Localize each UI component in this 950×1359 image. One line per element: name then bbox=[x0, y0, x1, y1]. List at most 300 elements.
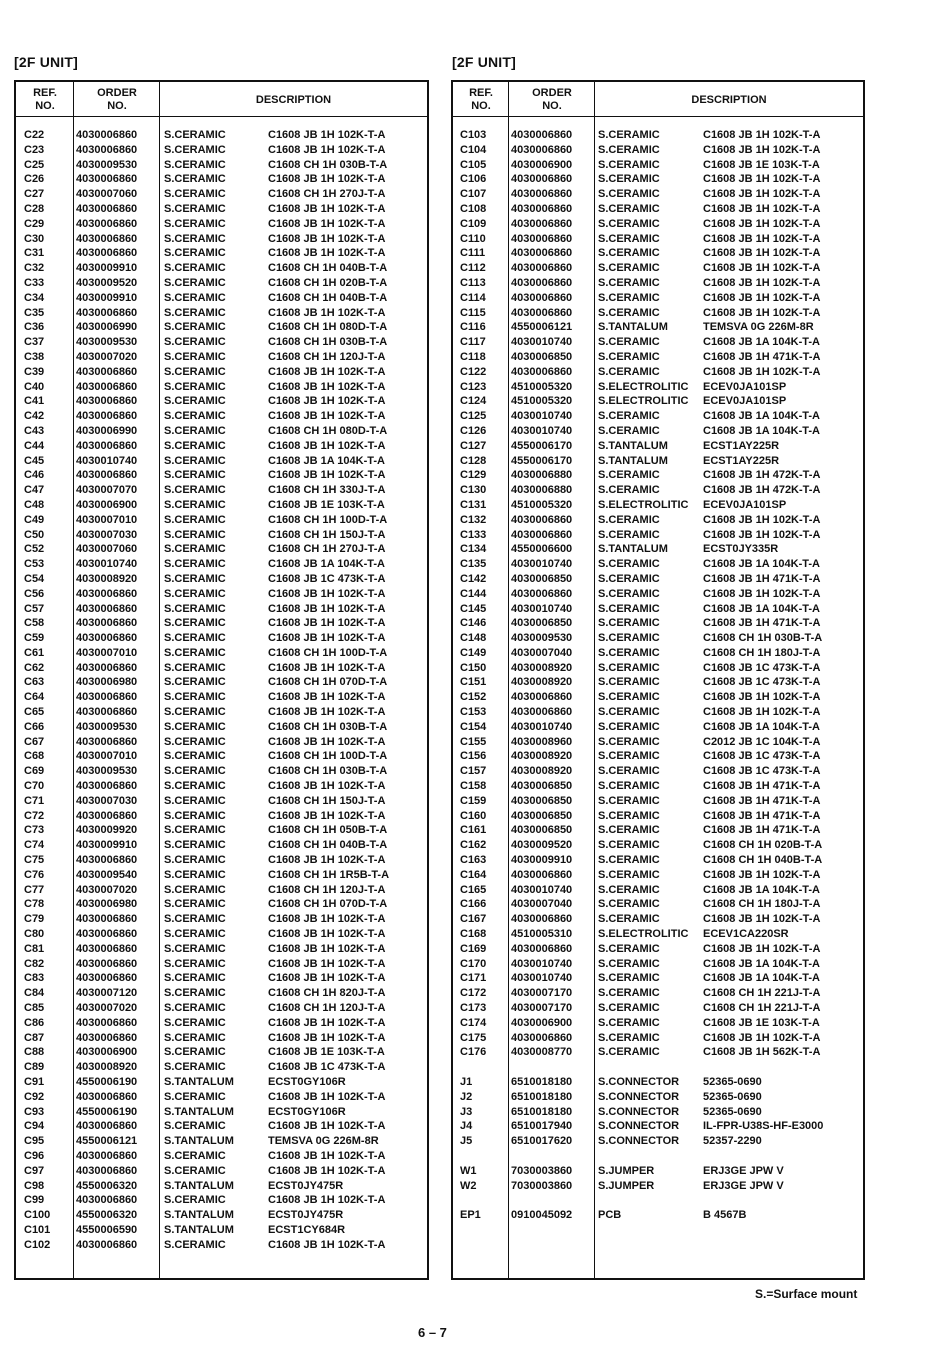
part-spec-cell: C1608 JB 1H 102K-T-A bbox=[268, 380, 386, 393]
part-spec-cell: C1608 JB 1A 104K-T-A bbox=[268, 558, 385, 571]
ref-no-cell: C86 bbox=[24, 1016, 45, 1029]
part-spec-cell: C1608 JB 1H 471K-T-A bbox=[703, 572, 821, 585]
table-row bbox=[453, 498, 863, 513]
part-type-cell: S.CERAMIC bbox=[598, 706, 660, 719]
table-row bbox=[16, 232, 427, 247]
order-no-cell: 4030007020 bbox=[76, 350, 138, 363]
order-no-cell: 4030006860 bbox=[511, 942, 573, 955]
ref-no-cell: C70 bbox=[24, 780, 45, 793]
table-row bbox=[453, 350, 863, 365]
order-no-cell: 4030006850 bbox=[511, 350, 573, 363]
part-spec-cell: C1608 JB 1H 102K-T-A bbox=[268, 439, 386, 452]
table-row bbox=[453, 1031, 863, 1046]
order-no-cell: 4030009530 bbox=[76, 158, 138, 171]
part-spec-cell: C1608 JB 1H 102K-T-A bbox=[268, 780, 386, 793]
part-type-cell: S.CERAMIC bbox=[164, 1164, 226, 1177]
left-table-rows bbox=[16, 128, 427, 1253]
ref-no-cell: C66 bbox=[24, 720, 45, 733]
part-spec-cell: C1608 CH 1H 100D-T-A bbox=[268, 513, 388, 526]
table-row bbox=[16, 883, 427, 898]
ref-no-cell: C159 bbox=[460, 794, 487, 807]
order-no-cell: 4030006860 bbox=[511, 306, 573, 319]
ref-no-cell: C92 bbox=[24, 1090, 45, 1103]
part-type-cell: S.CERAMIC bbox=[164, 602, 226, 615]
order-no-cell: 4030006900 bbox=[511, 158, 573, 171]
part-type-cell: S.CERAMIC bbox=[598, 839, 660, 852]
part-spec-cell: C1608 JB 1H 102K-T-A bbox=[268, 365, 386, 378]
order-no-cell: 4030006880 bbox=[511, 469, 573, 482]
part-spec-cell: TEMSVA 0G 226M-8R bbox=[268, 1135, 379, 1148]
table-row bbox=[453, 335, 863, 350]
part-spec-cell: C1608 JB 1A 104K-T-A bbox=[703, 424, 820, 437]
part-spec-cell: C1608 JB 1H 102K-T-A bbox=[268, 1120, 386, 1133]
order-no-cell: 4030006860 bbox=[511, 232, 573, 245]
order-no-cell: 4030006860 bbox=[76, 469, 138, 482]
part-spec-cell: C1608 JB 1H 102K-T-A bbox=[703, 306, 821, 319]
part-type-cell: S.CERAMIC bbox=[598, 247, 660, 260]
part-type-cell: S.CERAMIC bbox=[598, 794, 660, 807]
ref-no-cell: C82 bbox=[24, 957, 45, 970]
order-no-cell: 4030007010 bbox=[76, 513, 138, 526]
ref-no-cell: C68 bbox=[24, 750, 45, 763]
table-row bbox=[16, 1179, 427, 1194]
ref-no-cell: C63 bbox=[24, 676, 45, 689]
part-spec-cell: ECST1AY225R bbox=[703, 454, 780, 467]
part-spec-cell: C1608 CH 1H 030B-T-A bbox=[703, 632, 823, 645]
ref-no-cell: C142 bbox=[460, 572, 487, 585]
part-spec-cell: C1608 CH 1H 820J-T-A bbox=[268, 987, 386, 1000]
part-type-cell: S.CERAMIC bbox=[598, 188, 660, 201]
left-unit-title: [2F UNIT] bbox=[14, 54, 79, 70]
order-no-cell: 4030008920 bbox=[511, 750, 573, 763]
order-no-cell: 6510017620 bbox=[511, 1135, 573, 1148]
ref-no-cell: C48 bbox=[24, 498, 45, 511]
part-type-cell: S.CERAMIC bbox=[164, 676, 226, 689]
part-spec-cell: C1608 JB 1H 102K-T-A bbox=[268, 247, 386, 260]
part-type-cell: S.CERAMIC bbox=[164, 202, 226, 215]
table-row bbox=[453, 883, 863, 898]
table-row bbox=[453, 779, 863, 794]
ref-no-cell: C37 bbox=[24, 336, 45, 349]
part-spec-cell: C1608 CH 1H 040B-T-A bbox=[268, 839, 388, 852]
ref-no-cell: C46 bbox=[24, 469, 45, 482]
ref-no-cell: C146 bbox=[460, 617, 487, 630]
part-type-cell: S.CERAMIC bbox=[164, 1120, 226, 1133]
part-spec-cell: ECEV0JA101SP bbox=[703, 498, 787, 511]
description-header-label: DESCRIPTION bbox=[691, 93, 767, 106]
table-row bbox=[453, 957, 863, 972]
order-no-cell: 4030006860 bbox=[76, 972, 138, 985]
part-type-cell: S.CERAMIC bbox=[598, 528, 660, 541]
order-no-cell: 4030007020 bbox=[76, 1002, 138, 1015]
ref-no-cell: C124 bbox=[460, 395, 487, 408]
order-no-cell: 4030008920 bbox=[76, 1061, 138, 1074]
table-row bbox=[16, 587, 427, 602]
part-type-cell: S.TANTALUM bbox=[164, 1179, 234, 1192]
order-no-cell: 4030006990 bbox=[76, 424, 138, 437]
part-spec-cell: C1608 JB 1H 102K-T-A bbox=[268, 469, 386, 482]
part-spec-cell: C1608 CH 1H 180J-T-A bbox=[703, 646, 821, 659]
table-row bbox=[16, 1193, 427, 1208]
table-row bbox=[453, 394, 863, 409]
table-row bbox=[16, 1238, 427, 1253]
part-spec-cell: C1608 CH 1H 040B-T-A bbox=[268, 262, 388, 275]
order-no-cell: 4030007040 bbox=[511, 646, 573, 659]
part-type-cell: S.CERAMIC bbox=[598, 972, 660, 985]
order-no-cell: 4030006860 bbox=[76, 1090, 138, 1103]
part-type-cell: S.CERAMIC bbox=[598, 1016, 660, 1029]
ref-no-cell: J2 bbox=[460, 1090, 473, 1103]
part-type-cell: S.CERAMIC bbox=[164, 513, 226, 526]
table-row bbox=[16, 616, 427, 631]
ref-no-cell: C173 bbox=[460, 1002, 487, 1015]
part-spec-cell: C1608 JB 1H 471K-T-A bbox=[703, 780, 821, 793]
ref-no-cell: J1 bbox=[460, 1076, 473, 1088]
part-type-cell: S.CERAMIC bbox=[164, 232, 226, 245]
part-type-cell: S.CERAMIC bbox=[164, 765, 226, 778]
part-type-cell: S.CERAMIC bbox=[164, 1016, 226, 1029]
ref-no-cell: C131 bbox=[460, 498, 487, 511]
part-type-cell: S.CERAMIC bbox=[164, 572, 226, 585]
ref-no-cell: C40 bbox=[24, 380, 45, 393]
part-spec-cell: ERJ3GE JPW V bbox=[703, 1179, 784, 1192]
part-spec-cell: C1608 CH 1H 080D-T-A bbox=[268, 424, 388, 437]
part-spec-cell: ECEV0JA101SP bbox=[703, 380, 787, 393]
part-type-cell: S.CERAMIC bbox=[598, 558, 660, 571]
table-row bbox=[453, 1090, 863, 1105]
order-no-cell: 4030006860 bbox=[76, 1120, 138, 1133]
part-type-cell: S.CERAMIC bbox=[164, 484, 226, 497]
part-type-cell: S.CERAMIC bbox=[598, 410, 660, 423]
order-no-cell: 4030010740 bbox=[511, 602, 573, 615]
table-row bbox=[453, 557, 863, 572]
ref-no-cell: C97 bbox=[24, 1164, 45, 1177]
table-row bbox=[16, 1090, 427, 1105]
ref-no-cell: C73 bbox=[24, 824, 45, 837]
table-row bbox=[16, 1223, 427, 1238]
order-no-cell: 4030009540 bbox=[76, 868, 138, 881]
table-row bbox=[453, 690, 863, 705]
order-no-cell: 4030006860 bbox=[76, 395, 138, 408]
table-row bbox=[16, 735, 427, 750]
part-type-cell: S.CERAMIC bbox=[164, 706, 226, 719]
table-row bbox=[16, 779, 427, 794]
part-spec-cell: C1608 CH 1H 040B-T-A bbox=[268, 291, 388, 304]
order-no-cell: 4030007020 bbox=[76, 883, 138, 896]
ref-no-cell: C116 bbox=[460, 321, 486, 334]
part-type-cell: S.CERAMIC bbox=[598, 602, 660, 615]
part-spec-cell: C1608 JB 1H 562K-T-A bbox=[703, 1046, 821, 1059]
part-type-cell: S.CERAMIC bbox=[598, 336, 660, 349]
part-type-cell: S.CERAMIC bbox=[164, 839, 226, 852]
order-no-cell: 4030010740 bbox=[76, 454, 138, 467]
order-no-cell: 4550006170 bbox=[511, 439, 573, 452]
part-spec-cell: ECEV0JA101SP bbox=[703, 395, 787, 408]
ref-no-cell: C176 bbox=[460, 1046, 487, 1059]
order-no-cell: 4030006860 bbox=[76, 173, 138, 186]
table-row bbox=[16, 1208, 427, 1223]
order-no-cell: 4030006860 bbox=[76, 380, 138, 393]
part-type-cell: S.CERAMIC bbox=[164, 454, 226, 467]
right-parts-table bbox=[451, 80, 865, 1280]
part-type-cell: S.CERAMIC bbox=[598, 854, 660, 867]
order-no-cell: 4030006860 bbox=[76, 1194, 138, 1207]
table-row bbox=[453, 261, 863, 276]
table-row bbox=[453, 912, 863, 927]
table-row bbox=[16, 306, 427, 321]
order-no-cell: 4030006860 bbox=[76, 129, 138, 141]
ref-no-cell: C75 bbox=[24, 854, 45, 867]
ref-no-cell: C29 bbox=[24, 217, 45, 230]
part-type-cell: S.CERAMIC bbox=[598, 158, 660, 171]
ref-no-cell: C25 bbox=[24, 158, 45, 171]
table-row bbox=[453, 897, 863, 912]
order-no-cell: 4030006860 bbox=[511, 276, 573, 289]
ref-no-cell: C133 bbox=[460, 528, 487, 541]
part-spec-cell: C1608 JB 1H 102K-T-A bbox=[268, 972, 386, 985]
ref-no-cell: C148 bbox=[460, 632, 487, 645]
ref-no-cell: C155 bbox=[460, 735, 487, 748]
part-spec-cell: C1608 JB 1H 102K-T-A bbox=[268, 1194, 386, 1207]
table-row bbox=[453, 187, 863, 202]
table-row bbox=[453, 646, 863, 661]
part-type-cell: S.JUMPER bbox=[598, 1164, 655, 1177]
part-type-cell: S.CERAMIC bbox=[598, 1046, 660, 1059]
part-type-cell: S.CERAMIC bbox=[598, 661, 660, 674]
part-spec-cell: C1608 JB 1A 104K-T-A bbox=[703, 602, 820, 615]
order-no-cell: 4030006860 bbox=[511, 291, 573, 304]
table-row bbox=[16, 468, 427, 483]
table-row bbox=[16, 602, 427, 617]
ref-no-cell: C100 bbox=[24, 1209, 51, 1222]
part-type-cell: S.CERAMIC bbox=[598, 572, 660, 585]
table-row bbox=[16, 335, 427, 350]
part-spec-cell: ECEV1CA220SR bbox=[703, 928, 789, 941]
ref-no-cell: C149 bbox=[460, 646, 487, 659]
ref-no-cell: C54 bbox=[24, 572, 45, 585]
part-type-cell: S.CERAMIC bbox=[598, 809, 660, 822]
ref-no-cell: J4 bbox=[460, 1120, 473, 1133]
part-type-cell: S.CERAMIC bbox=[164, 1090, 226, 1103]
ref-no-cell: C168 bbox=[460, 928, 487, 941]
part-spec-cell: C1608 JB 1H 102K-T-A bbox=[268, 1016, 386, 1029]
table-row bbox=[453, 172, 863, 187]
part-type-cell: S.CERAMIC bbox=[598, 143, 660, 156]
part-spec-cell: C1608 JB 1H 102K-T-A bbox=[268, 617, 386, 630]
order-no-cell: 4550006600 bbox=[511, 543, 573, 556]
part-type-cell: S.TANTALUM bbox=[164, 1223, 234, 1236]
order-no-cell: 4030009530 bbox=[76, 336, 138, 349]
ref-no-cell: C33 bbox=[24, 276, 45, 289]
table-row bbox=[453, 158, 863, 173]
order-no-cell: 4030007060 bbox=[76, 188, 138, 201]
ref-no-cell: C79 bbox=[24, 913, 45, 926]
part-spec-cell: C1608 JB 1A 104K-T-A bbox=[703, 720, 820, 733]
ref-no-cell: C58 bbox=[24, 617, 45, 630]
part-spec-cell: C1608 JB 1H 102K-T-A bbox=[268, 854, 386, 867]
ref-no-cell: C125 bbox=[460, 410, 487, 423]
part-spec-cell: C1608 CH 1H 100D-T-A bbox=[268, 646, 388, 659]
order-no-cell: 4030009910 bbox=[511, 854, 573, 867]
part-spec-cell: C1608 JB 1A 104K-T-A bbox=[703, 410, 820, 423]
order-no-cell: 4510005320 bbox=[511, 380, 573, 393]
part-type-cell: S.TANTALUM bbox=[164, 1209, 234, 1222]
order-no-cell: 4030009910 bbox=[76, 839, 138, 852]
part-type-cell: S.CERAMIC bbox=[164, 720, 226, 733]
part-spec-cell: C1608 JB 1H 102K-T-A bbox=[268, 410, 386, 423]
part-type-cell: S.TANTALUM bbox=[598, 454, 668, 467]
ref-no-cell: C99 bbox=[24, 1194, 45, 1207]
part-type-cell: S.CERAMIC bbox=[164, 469, 226, 482]
table-row bbox=[16, 897, 427, 912]
part-spec-cell: TEMSVA 0G 226M-8R bbox=[703, 321, 814, 334]
part-type-cell: S.CERAMIC bbox=[598, 217, 660, 230]
part-spec-cell: C1608 JB 1H 102K-T-A bbox=[268, 232, 386, 245]
part-spec-cell: ECST0GY106R bbox=[268, 1076, 346, 1088]
table-row bbox=[16, 927, 427, 942]
part-type-cell: S.CERAMIC bbox=[164, 809, 226, 822]
ref-no-cell: C27 bbox=[24, 188, 45, 201]
ref-no-cell: C88 bbox=[24, 1046, 45, 1059]
part-type-cell: S.CERAMIC bbox=[598, 765, 660, 778]
order-no-cell: 6510018180 bbox=[511, 1076, 573, 1088]
part-type-cell: S.CONNECTOR bbox=[598, 1105, 680, 1118]
order-no-cell: 4030009910 bbox=[76, 291, 138, 304]
table-row bbox=[453, 1045, 863, 1060]
table-row bbox=[453, 1179, 863, 1194]
order-no-cell: 4030006860 bbox=[511, 217, 573, 230]
ref-no-cell: C64 bbox=[24, 691, 45, 704]
part-type-cell: S.CERAMIC bbox=[164, 217, 226, 230]
part-spec-cell: C1608 JB 1H 102K-T-A bbox=[268, 1090, 386, 1103]
part-spec-cell: C1608 JB 1H 102K-T-A bbox=[703, 513, 821, 526]
ref-no-cell: W2 bbox=[460, 1179, 477, 1192]
part-spec-cell: C1608 JB 1H 102K-T-A bbox=[268, 661, 386, 674]
part-spec-cell: ECST0JY475R bbox=[268, 1209, 344, 1222]
part-type-cell: S.CERAMIC bbox=[598, 898, 660, 911]
part-type-cell: S.TANTALUM bbox=[164, 1105, 234, 1118]
part-type-cell: S.CERAMIC bbox=[598, 1002, 660, 1015]
ref-no-cell: C102 bbox=[24, 1238, 51, 1251]
ref-no-cell: C49 bbox=[24, 513, 45, 526]
table-row bbox=[453, 631, 863, 646]
part-type-cell: S.ELECTROLITIC bbox=[598, 928, 689, 941]
table-row bbox=[453, 1208, 863, 1223]
order-no-cell: 4030007010 bbox=[76, 646, 138, 659]
ref-no-cell: C23 bbox=[24, 143, 45, 156]
ref-no-cell: C105 bbox=[460, 158, 487, 171]
table-row bbox=[453, 675, 863, 690]
order-no-cell: 4030006860 bbox=[76, 780, 138, 793]
ref-no-cell: C69 bbox=[24, 765, 45, 778]
table-row bbox=[16, 143, 427, 158]
table-row bbox=[16, 380, 427, 395]
ref-no-cell: C162 bbox=[460, 839, 487, 852]
part-type-cell: S.CERAMIC bbox=[598, 484, 660, 497]
order-no-cell: 4030006860 bbox=[76, 410, 138, 423]
order-no-cell: 4030006860 bbox=[76, 617, 138, 630]
table-row bbox=[453, 838, 863, 853]
part-type-cell: S.CERAMIC bbox=[164, 543, 226, 556]
part-spec-cell: ECST0GY106R bbox=[268, 1105, 346, 1118]
ref-no-cell: C126 bbox=[460, 424, 487, 437]
table-row bbox=[453, 927, 863, 942]
part-type-cell: S.CERAMIC bbox=[164, 173, 226, 186]
part-type-cell: S.CERAMIC bbox=[164, 158, 226, 171]
part-type-cell: S.CERAMIC bbox=[598, 883, 660, 896]
table-row bbox=[16, 528, 427, 543]
order-no-cell: 4030006860 bbox=[76, 632, 138, 645]
part-type-cell: S.CERAMIC bbox=[598, 469, 660, 482]
table-row bbox=[16, 764, 427, 779]
part-type-cell: S.CERAMIC bbox=[164, 1031, 226, 1044]
table-row bbox=[453, 971, 863, 986]
part-spec-cell: C1608 JB 1H 102K-T-A bbox=[703, 202, 821, 215]
part-spec-cell: C1608 JB 1E 103K-T-A bbox=[703, 158, 820, 171]
ref-no-cell: C152 bbox=[460, 691, 487, 704]
order-no-cell: 4030007030 bbox=[76, 794, 138, 807]
description-header-label: DESCRIPTION bbox=[255, 93, 332, 106]
part-spec-cell: C1608 CH 1H 180J-T-A bbox=[703, 898, 821, 911]
part-type-cell: S.CERAMIC bbox=[164, 188, 226, 201]
part-spec-cell: C1608 JB 1H 102K-T-A bbox=[268, 143, 386, 156]
order-no-cell: 4030006860 bbox=[76, 247, 138, 260]
ref-no-cell: C167 bbox=[460, 913, 487, 926]
table-row bbox=[453, 587, 863, 602]
order-no-cell: 4030006850 bbox=[511, 617, 573, 630]
part-spec-cell: C1608 CH 1H 270J-T-A bbox=[268, 543, 386, 556]
table-row bbox=[16, 557, 427, 572]
table-row bbox=[16, 246, 427, 261]
order-no-cell: 4030006860 bbox=[76, 1031, 138, 1044]
part-type-cell: S.CERAMIC bbox=[598, 632, 660, 645]
order-header-line2: NO. bbox=[107, 100, 127, 112]
order-no-cell: 4550006170 bbox=[511, 454, 573, 467]
ref-no-cell: C95 bbox=[24, 1135, 45, 1148]
table-row bbox=[16, 498, 427, 513]
ref-no-cell: C118 bbox=[460, 350, 486, 363]
order-no-cell: 4030008960 bbox=[511, 735, 573, 748]
part-spec-cell: C1608 JB 1C 473K-T-A bbox=[703, 750, 821, 763]
order-no-cell: 6510018180 bbox=[511, 1105, 573, 1118]
ref-no-cell: C172 bbox=[460, 987, 487, 1000]
part-type-cell: S.CERAMIC bbox=[598, 691, 660, 704]
table-row bbox=[16, 705, 427, 720]
part-spec-cell: C1608 JB 1H 102K-T-A bbox=[703, 868, 821, 881]
table-row bbox=[453, 217, 863, 232]
ref-no-cell: C108 bbox=[460, 202, 487, 215]
right-table-rows bbox=[453, 128, 863, 1223]
ref-no-cell: C61 bbox=[24, 646, 45, 659]
order-no-cell: 4030006860 bbox=[76, 928, 138, 941]
part-spec-cell: C1608 CH 1H 100D-T-A bbox=[268, 750, 388, 763]
order-no-cell: 4030010740 bbox=[511, 720, 573, 733]
part-type-cell: S.CERAMIC bbox=[164, 854, 226, 867]
part-type-cell: S.CERAMIC bbox=[164, 632, 226, 645]
order-no-cell: 4030006860 bbox=[511, 262, 573, 275]
order-no-cell: 4030010740 bbox=[511, 558, 573, 571]
part-type-cell: S.CERAMIC bbox=[164, 276, 226, 289]
order-no-cell: 4030006860 bbox=[76, 1016, 138, 1029]
part-type-cell: S.CERAMIC bbox=[598, 306, 660, 319]
part-spec-cell: C1608 JB 1C 473K-T-A bbox=[268, 1061, 386, 1074]
part-spec-cell: C1608 CH 1H 030B-T-A bbox=[268, 765, 388, 778]
part-type-cell: S.CERAMIC bbox=[598, 129, 660, 141]
part-type-cell: S.CERAMIC bbox=[598, 913, 660, 926]
part-type-cell: S.CERAMIC bbox=[164, 913, 226, 926]
order-no-cell: 4030006850 bbox=[511, 809, 573, 822]
part-type-cell: S.ELECTROLITIC bbox=[598, 380, 689, 393]
